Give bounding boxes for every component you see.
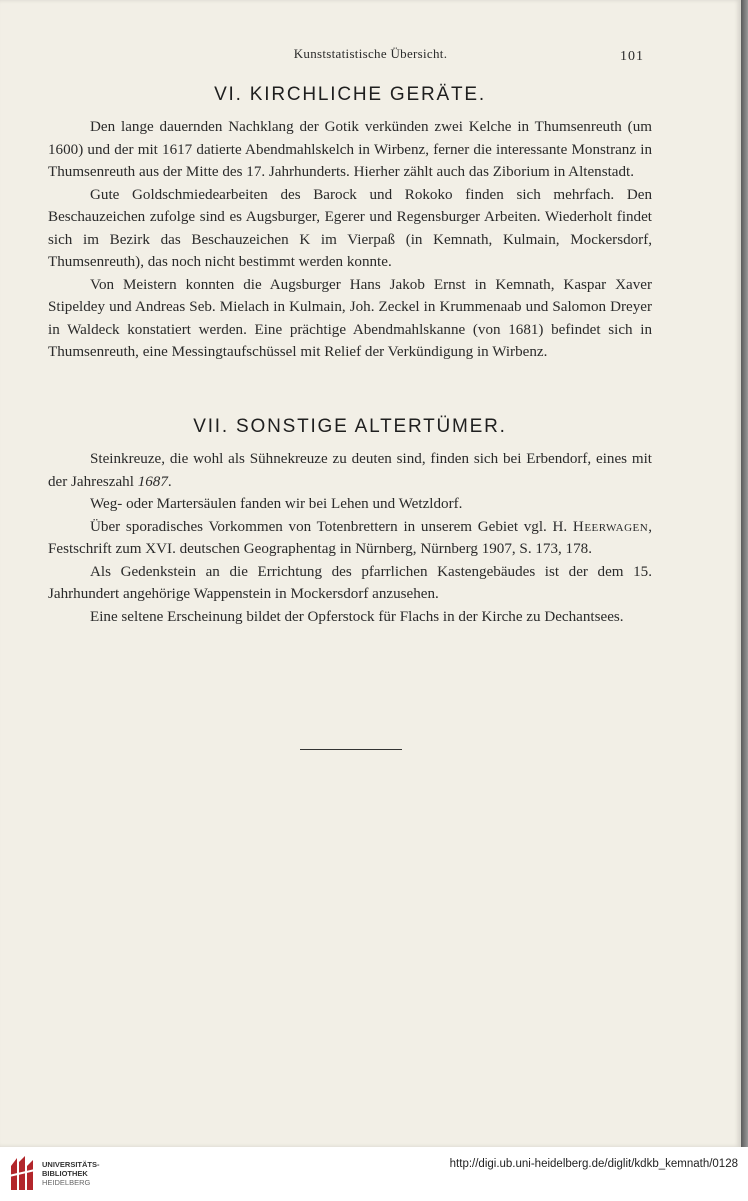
- paragraph: Gute Goldschmiedearbeiten des Barock und Rokoko finden sich mehrfach. Den Beschauzeichen zufolge sind es Augsburger, Egerer und Regensburger Arbeiten. Wiederholt findet sich im Bezirk das Beschauzeichen K im Vierpaß (in Kemnath, Kulmain, Mockersdorf, Thumsenreuth), das noch nicht bestimmt werden konnte.: [48, 186, 652, 270]
- running-head: Kunststatistische Übersicht.: [293, 46, 448, 61]
- end-rule: [300, 749, 402, 750]
- paragraph: Als Gedenkstein an die Errichtung des pfarrlichen Kastengebäudes ist der dem 15. Jahrhundert angehörige Wappenstein in Mockersdorf anzusehen.: [48, 563, 652, 602]
- library-name: [42, 1160, 100, 1187]
- library-name-line: BIBLIOTHEK: [42, 1169, 88, 1178]
- text-run: , Festschrift zum XVI. deutschen Geographentag in Nürnberg, Nürnberg 1907, S. 173, 178.: [48, 518, 652, 557]
- library-name-line: UNIVERSITÄTS-: [42, 1160, 100, 1169]
- page-edge: [741, 0, 748, 1147]
- section-vii-body: [48, 448, 652, 628]
- text-run: Steinkreuze, die wohl als Sühnekreuze zu deuten sind, finden sich bei Erbendorf, eines mit der Jahreszahl: [48, 451, 652, 490]
- section-vi-body: [48, 116, 652, 364]
- footer-bar: [0, 1147, 748, 1201]
- author-name: Heerwagen: [572, 518, 649, 535]
- paragraph: Den lange dauernden Nachklang der Gotik verkünden zwei Kelche in Thumsenreuth (um 1600) und der mit 1617 datierte Abendmahlskelch in Wirbenz, ferner die interessante Monstranz in Thumsenreuth aus der Mitte des 17. Jahrhunderts. Hierher zählt auch das Ziborium in Altenstadt.: [48, 119, 652, 180]
- section-title-vii: VII. SONSTIGE ALTERTÜMER.: [193, 416, 507, 437]
- heidelberg-university-library-logo-icon: [8, 1154, 36, 1192]
- paragraph: Eine seltene Erscheinung bildet der Opferstock für Flachs in der Kirche zu Dechantsees.: [90, 608, 624, 625]
- paragraph: [48, 516, 652, 561]
- library-name-line: HEIDELBERG: [42, 1178, 91, 1187]
- paragraph: Weg- oder Martersäulen fanden wir bei Lehen und Wetzldorf.: [90, 496, 463, 512]
- source-url[interactable]: http://digi.ub.uni-heidelberg.de/diglit/kdkb_kemnath/0128: [449, 1158, 738, 1170]
- page-number: 101: [620, 49, 644, 64]
- text-run: Über sporadisches Vorkommen von Totenbrettern in unserem Gebiet vgl. H.: [90, 518, 573, 535]
- year-italic: 1687: [137, 473, 168, 490]
- text-run: .: [167, 473, 172, 490]
- paragraph: Von Meistern konnten die Augsburger Hans Jakob Ernst in Kemnath, Kaspar Xaver Stipeldey und Andreas Seb. Mielach in Kulmain, Joh. Zeckel in Krummenaab und Salomon Dreyer in Waldeck konstatiert werden. Eine prächtige Abendmahlskanne (von 1681) befindet sich in Thumsenreuth, eine Messingtaufschüssel mit Relief der Verkündigung in Wirbenz.: [48, 276, 652, 360]
- section-title-vi: VI. KIRCHLICHE GERÄTE.: [214, 84, 486, 105]
- paragraph: [48, 448, 652, 493]
